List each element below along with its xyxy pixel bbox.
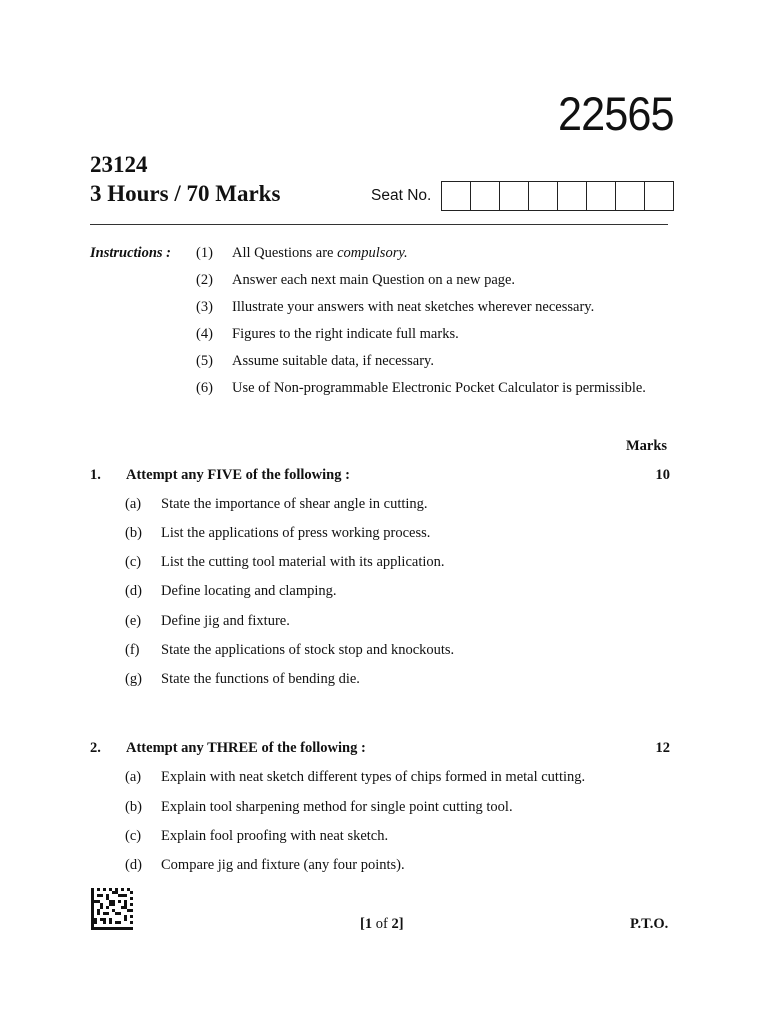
seat-number-boxes (441, 181, 674, 211)
sub-question-text: List the applications of press working process. (161, 525, 431, 541)
duration-marks: 3 Hours / 70 Marks (90, 181, 281, 206)
sub-question-text: List the cutting tool material with its application. (161, 554, 445, 570)
instruction-text: Illustrate your answers with neat sketches wherever necessary. (232, 299, 595, 315)
seat-digit-box (558, 182, 587, 210)
header-divider (90, 224, 668, 225)
question-marks: 10 (655, 467, 670, 483)
instruction-text: All Questions are compulsory. (232, 245, 408, 261)
sub-question-label: (b) (125, 799, 142, 815)
page-indicator: [1 of 2] (360, 916, 404, 932)
sub-question-text: State the importance of shear angle in cutting. (161, 496, 428, 512)
question-title: Attempt any FIVE of the following : (126, 467, 350, 483)
instruction-number: (6) (196, 380, 213, 396)
instruction-text: Use of Non-programmable Electronic Pocket Calculator is permissible. (232, 380, 646, 396)
seat-digit-box (587, 182, 616, 210)
sub-question-label: (d) (125, 857, 142, 873)
sub-question-label: (g) (125, 671, 142, 687)
seat-number-label: Seat No. (371, 187, 432, 204)
instruction-number: (5) (196, 353, 213, 369)
instruction-number: (1) (196, 245, 213, 261)
sub-question-text: State the applications of stock stop and knockouts. (161, 642, 455, 658)
question-number: 1. (90, 467, 101, 483)
question-title: Attempt any THREE of the following : (126, 740, 366, 756)
sub-question-text: Explain with neat sketch different types of chips formed in metal cutting. (161, 769, 586, 785)
seat-digit-box (442, 182, 471, 210)
paper-code: 22565 (558, 87, 674, 140)
sub-question-label: (a) (125, 769, 142, 785)
question-number: 2. (90, 740, 101, 756)
sub-question-text: Define jig and fixture. (161, 613, 290, 629)
instruction-number: (3) (196, 299, 213, 315)
sub-question-text: Define locating and clamping. (161, 583, 337, 599)
sub-question-text: Compare jig and fixture (any four points). (161, 857, 405, 873)
exam-id: 23124 (90, 152, 148, 177)
seat-digit-box (500, 182, 529, 210)
instructions-label: Instructions : (90, 245, 171, 261)
sub-question-text: Explain tool sharpening method for single point cutting tool. (161, 799, 513, 815)
sub-question-text: Explain fool proofing with neat sketch. (161, 828, 389, 844)
instruction-text: Answer each next main Question on a new page. (232, 272, 516, 288)
instruction-text: Figures to the right indicate full marks. (232, 326, 459, 342)
instruction-number: (4) (196, 326, 213, 342)
sub-question-label: (c) (125, 828, 142, 844)
seat-digit-box (529, 182, 558, 210)
question-marks: 12 (655, 740, 670, 756)
sub-question-label: (d) (125, 583, 142, 599)
qr-code-icon (91, 888, 133, 930)
sub-question-label: (e) (125, 613, 142, 629)
instruction-text: Assume suitable data, if necessary. (232, 353, 434, 369)
seat-digit-box (471, 182, 500, 210)
seat-digit-box (645, 182, 673, 210)
sub-question-text: State the functions of bending die. (161, 671, 360, 687)
sub-question-label: (c) (125, 554, 142, 570)
marks-column-heading: Marks (626, 438, 668, 454)
instruction-number: (2) (196, 272, 213, 288)
seat-digit-box (616, 182, 645, 210)
sub-question-label: (a) (125, 496, 142, 512)
sub-question-label: (b) (125, 525, 142, 541)
please-turn-over: P.T.O. (630, 916, 669, 932)
sub-question-label: (f) (125, 642, 140, 658)
